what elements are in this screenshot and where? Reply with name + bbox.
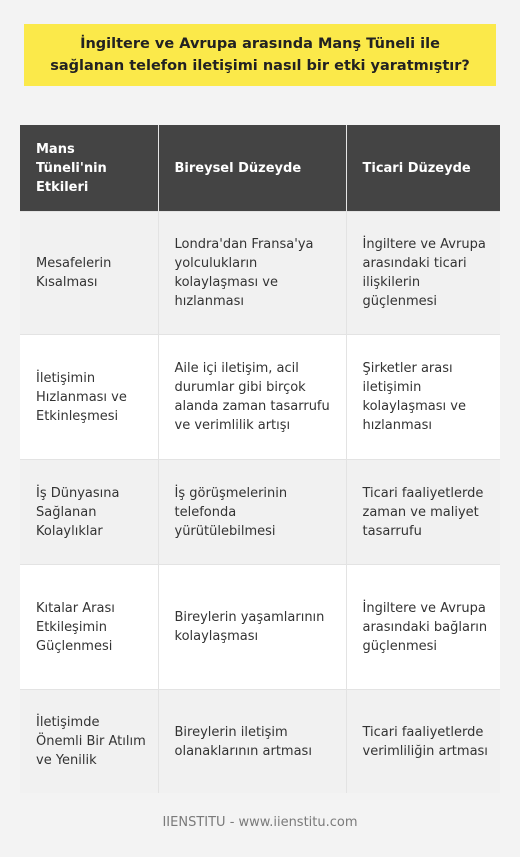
table-cell-individual: Londra'dan Fransa'ya yolculukların kolaylaşması ve hızlanması xyxy=(158,212,346,335)
table-row xyxy=(20,212,500,335)
table-cell-commercial: İngiltere ve Avrupa arasındaki ticari ilişkilerin güçlenmesi xyxy=(346,212,500,335)
column-header-commercial: Ticari Düzeyde xyxy=(346,125,500,212)
title-banner xyxy=(24,24,496,86)
page-title: İngiltere ve Avrupa arasında Manş Tüneli ile sağlanan telefon iletişimi nasıl bir etki yaratmıştır? xyxy=(50,36,470,74)
table-cell-commercial: İngiltere ve Avrupa arasındaki bağların güçlenmesi xyxy=(346,565,500,690)
table-cell-commercial: Ticari faaliyetlerde verimliliğin artması xyxy=(346,690,500,794)
table-row xyxy=(20,335,500,460)
table-cell-individual: Bireylerin yaşamlarının kolaylaşması xyxy=(158,565,346,690)
table-cell-effect: Kıtalar Arası Etkileşimin Güçlenmesi xyxy=(20,565,158,690)
column-header-effects: Mans Tüneli'nin Etkileri xyxy=(20,125,158,212)
table-cell-commercial: Ticari faaliyetlerde zaman ve maliyet tasarrufu xyxy=(346,460,500,565)
table-cell-effect: Mesafelerin Kısalması xyxy=(20,212,158,335)
table-cell-effect: İletişimde Önemli Bir Atılım ve Yenilik xyxy=(20,690,158,794)
table-cell-individual: Bireylerin iletişim olanaklarının artması xyxy=(158,690,346,794)
footer-credit: IIENSTITU - www.iienstitu.com xyxy=(162,815,358,830)
table-cell-effect: İş Dünyasına Sağlanan Kolaylıklar xyxy=(20,460,158,565)
column-header-individual: Bireysel Düzeyde xyxy=(158,125,346,212)
table-cell-commercial: Şirketler arası iletişimin kolaylaşması ve hızlanması xyxy=(346,335,500,460)
table-cell-individual: Aile içi iletişim, acil durumlar gibi birçok alanda zaman tasarrufu ve verimlilik artışı xyxy=(158,335,346,460)
table-cell-individual: İş görüşmelerinin telefonda yürütülebilmesi xyxy=(158,460,346,565)
table-cell-effect: İletişimin Hızlanması ve Etkinleşmesi xyxy=(20,335,158,460)
effects-table xyxy=(20,125,500,793)
table-row xyxy=(20,460,500,565)
table-header-row xyxy=(20,125,500,212)
table-row xyxy=(20,565,500,690)
table-row xyxy=(20,690,500,794)
